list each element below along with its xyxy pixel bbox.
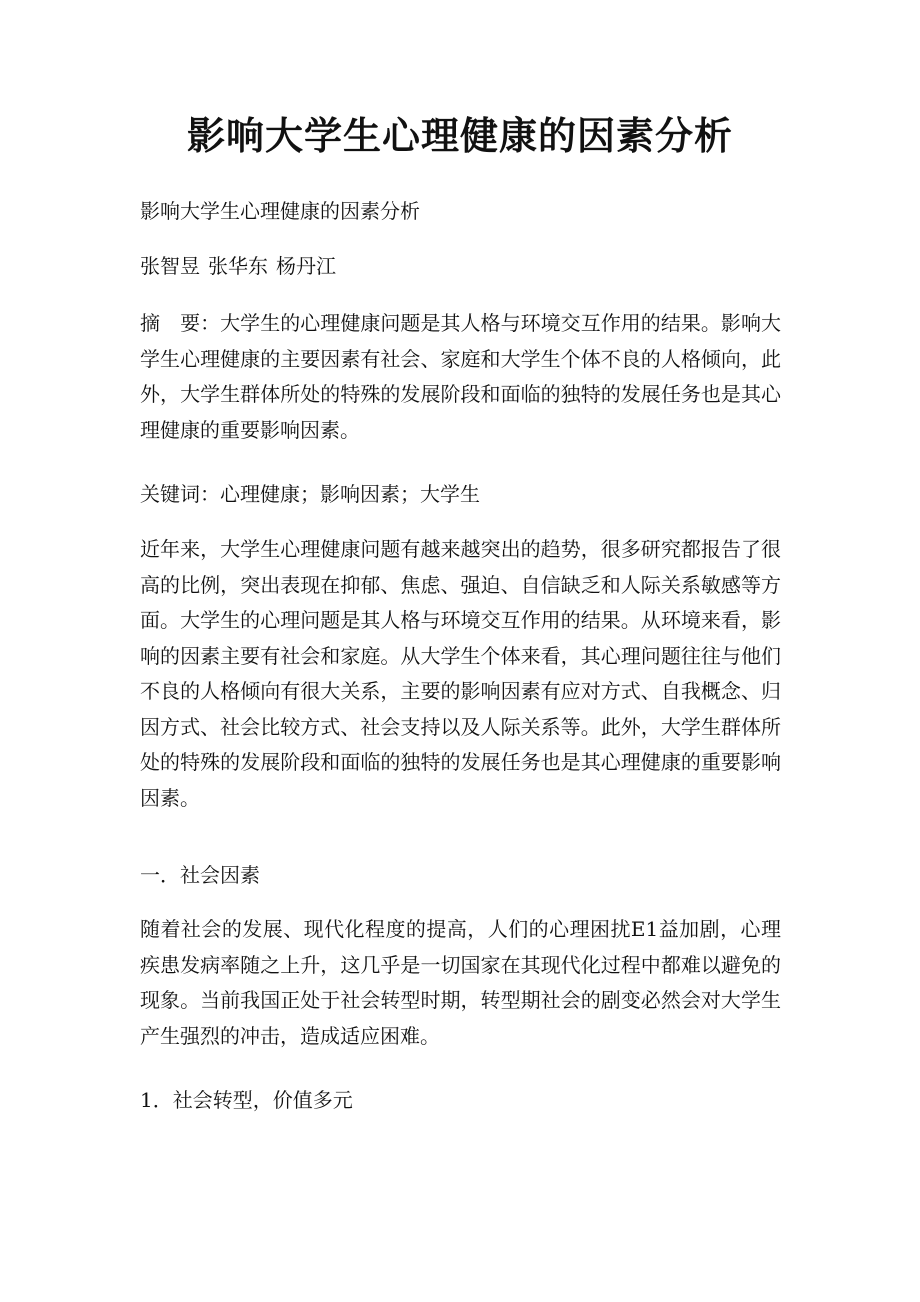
article-subtitle: 影响大学生心理健康的因素分析: [140, 199, 420, 223]
author-name: 张智昱: [140, 254, 200, 278]
author-name: 张华东: [208, 254, 268, 278]
section-heading: 一．社会因素: [140, 863, 260, 887]
document-title: 影响大学生心理健康的因素分析: [186, 114, 733, 158]
author-name: 杨丹江: [276, 254, 336, 278]
author-list: [140, 249, 781, 285]
keywords-line: 关键词：心理健康；影响因素；大学生: [140, 482, 480, 506]
subsection-heading: 1．社会转型，价值多元: [140, 1088, 353, 1112]
section-paragraph: 随着社会的发展、现代化程度的提高，人们的心理困扰E1益加剧，心理疾患发病率随之上升，这几乎是一切国家在其现代化过程中都难以避免的现象。当前我国正处于社会转型时期，转型期社会的剧变必然会对大学生产生强烈的冲击，造成适应困难。: [140, 917, 781, 1048]
abstract-paragraph: 摘 要：大学生的心理健康问题是其人格与环境交互作用的结果。影响大学生心理健康的主要因素有社会、家庭和大学生个体不良的人格倾向，此外，大学生群体所处的特殊的发展阶段和面临的独特的发展任务也是其心理健康的重要影响因素。: [140, 311, 781, 442]
intro-paragraph: 近年来，大学生心理健康问题有越来越突出的趋势，很多研究都报告了很高的比例，突出表现在抑郁、焦虑、强迫、自信缺乏和人际关系敏感等方面。大学生的心理问题是其人格与环境交互作用的结果。从环境来看，影响的因素主要有社会和家庭。从大学生个体来看，其心理问题往往与他们不良的人格倾向有很大关系，主要的影响因素有应对方式、自我概念、归因方式、社会比较方式、社会支持以及人际关系等。此外，大学生群体所处的特殊的发展阶段和面临的独特的发展任务也是其心理健康的重要影响因素。: [140, 537, 781, 810]
